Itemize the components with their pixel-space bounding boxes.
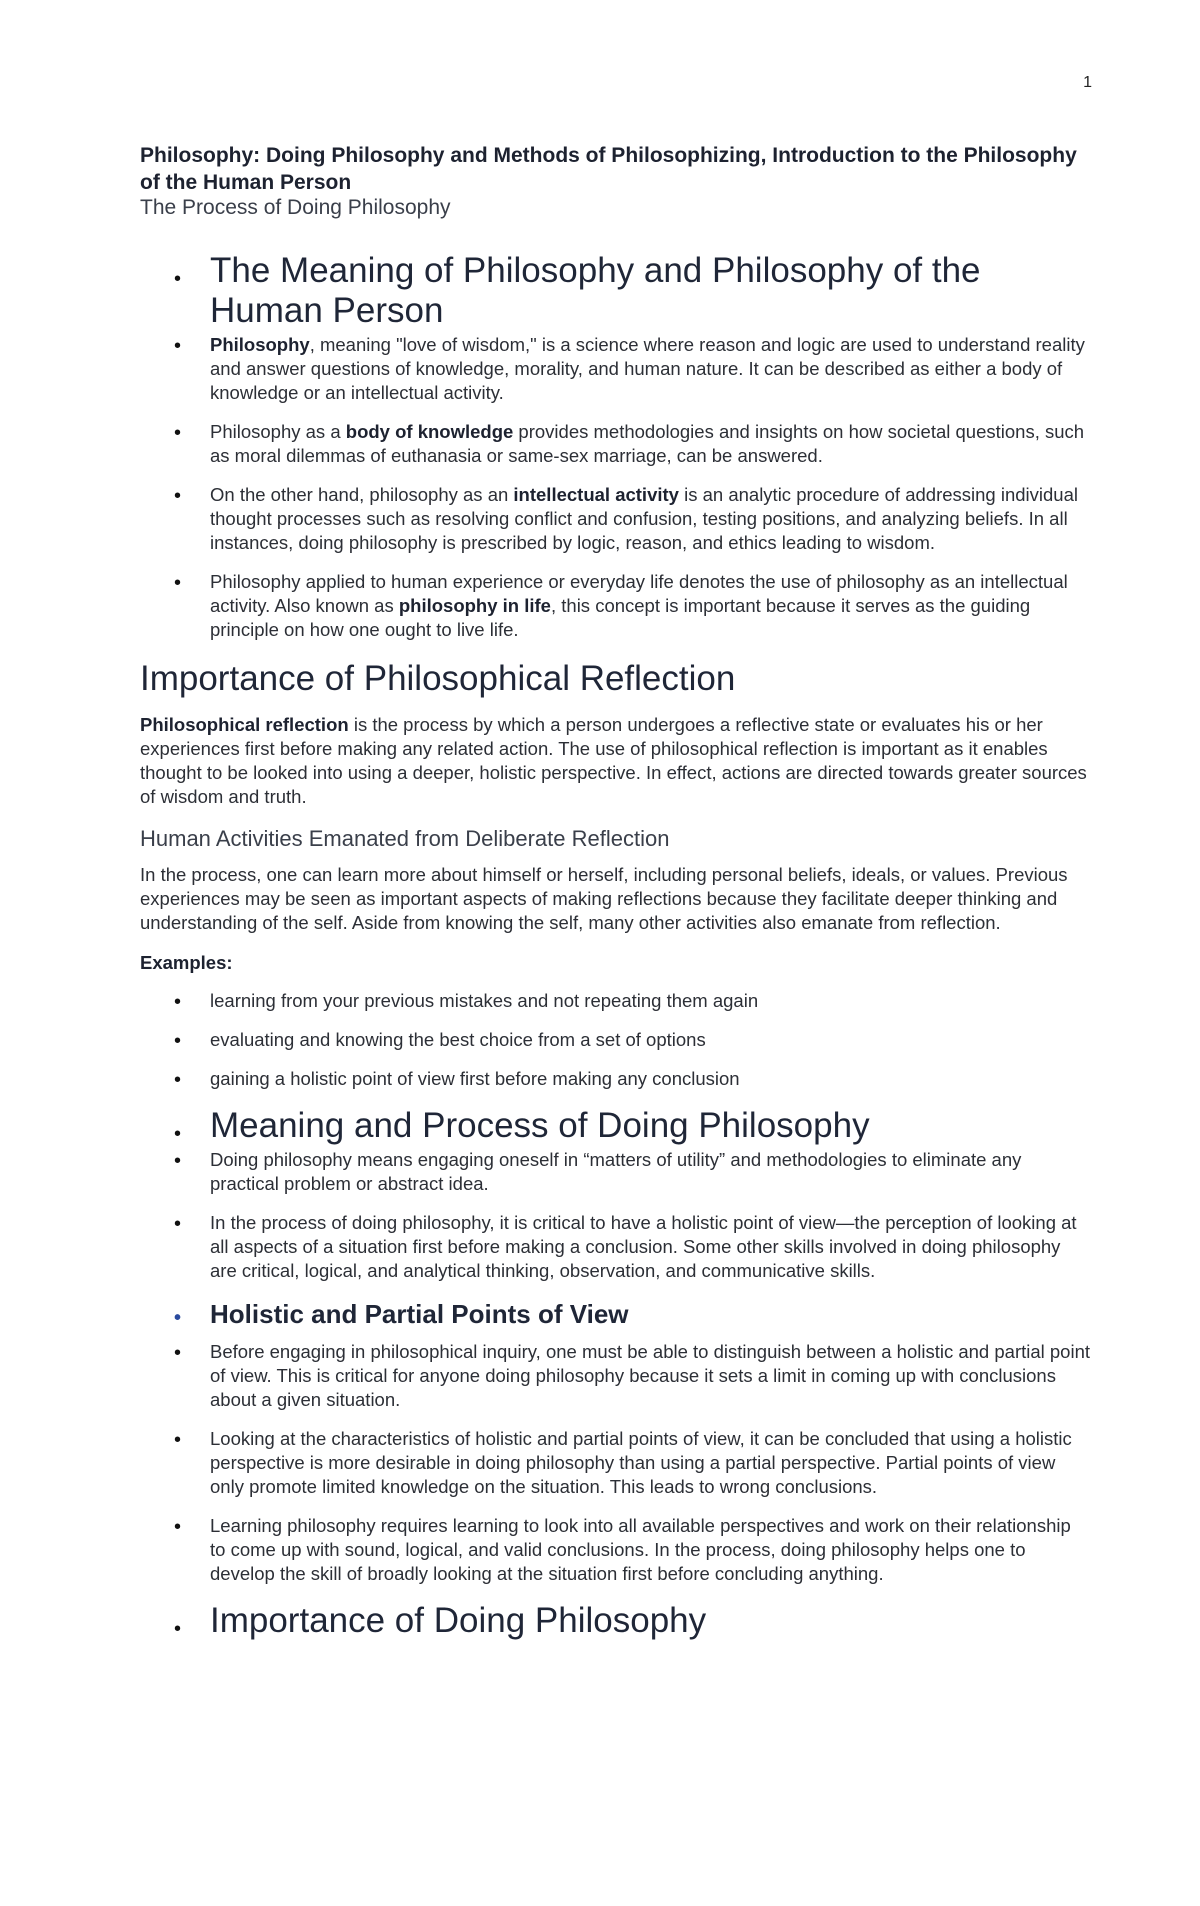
- paragraph-text: is the process by which a person undergoes a reflective state or evaluates his or her experiences first before making any related action. The use of philosophical reflection is important as it enables thought to be looked into using a deeper, holistic perspective. In effect, actions are directed towards greater sources of wisdom and truth.: [140, 714, 1087, 807]
- example-item: • gaining a holistic point of view first before making any conclusion: [140, 1067, 1090, 1091]
- paragraph: In the process, one can learn more about himself or herself, including personal beliefs, ideals, or values. Previous experiences may be seen as important aspects of making reflections because they facilitate deeper thinking and understanding of the self. Aside from knowing the self, many other activities also emanate from reflection.: [140, 864, 1068, 933]
- paragraph: [140, 713, 1090, 809]
- list-item: • Doing philosophy means engaging oneself in “matters of utility” and methodologies to eliminate any practical problem or abstract idea.: [140, 1148, 1090, 1196]
- list-item: • In the process of doing philosophy, it is critical to have a holistic point of view—the perception of looking at all aspects of a situation first before making a conclusion. Some other skills involved in doing philosophy are critical, logical, and analytical thinking, observation, and communicative skills.: [140, 1211, 1090, 1283]
- heading-importance-of-doing-philosophy: • Importance of Doing Philosophy: [140, 1601, 1090, 1641]
- list-item: • Looking at the characteristics of holistic and partial points of view, it can be concluded that using a holistic perspective is more desirable in doing philosophy than using a partial perspective. Partial points of view only promote limited knowledge on the situation. This leads to wrong conclusions.: [140, 1427, 1090, 1499]
- example-item: • learning from your previous mistakes and not repeating them again: [140, 989, 1090, 1013]
- list-item: [140, 420, 1090, 468]
- bold-term: Philosophical reflection: [140, 714, 349, 735]
- heading-meaning-of-philosophy: • The Meaning of Philosophy and Philosophy of the Human Person: [140, 251, 1090, 331]
- list-item: [140, 570, 1090, 642]
- bold-term: intellectual activity: [513, 484, 679, 505]
- list-item-text: Philosophy applied to human experience or everyday life denotes the use of philosophy as an intellectual activity. Also known as: [210, 571, 1068, 616]
- document-body: [140, 245, 1090, 1643]
- list-item-text: provides methodologies and insights on how societal questions, such as moral dilemmas of euthanasia or same-sex marriage, can be answered.: [210, 421, 1085, 466]
- list-item-text: Philosophy as a: [210, 421, 346, 442]
- bold-term: body of knowledge: [345, 421, 514, 442]
- subheading-holistic-partial: • Holistic and Partial Points of View: [140, 1298, 1090, 1330]
- list-item-text: , this concept is important because it serves as the guiding principle on how one ought to live life.: [210, 595, 1031, 640]
- list-item-text: is an analytic procedure of addressing individual thought processes such as resolving conflict and confusion, testing positions, and analyzing beliefs. In all instances, doing philosophy is prescribed by logic, reason, and ethics leading to wisdom.: [210, 484, 1078, 553]
- list-item: [140, 483, 1090, 555]
- heading-importance-of-reflection: Importance of Philosophical Reflection: [140, 659, 736, 698]
- page-number: 1: [1083, 74, 1092, 91]
- bold-term: philosophy in life: [398, 595, 551, 616]
- document-subtitle: The Process of Doing Philosophy: [140, 196, 451, 219]
- list-item-text: , meaning "love of wisdom," is a science where reason and logic are used to understand reality and answer questions of knowledge, morality, and human nature. It can be described as either a body of knowledge or an intellectual activity.: [210, 334, 1085, 403]
- list-item-text: On the other hand, philosophy as an: [210, 484, 514, 505]
- list-item: [140, 333, 1090, 405]
- heading-meaning-and-process: • Meaning and Process of Doing Philosophy: [140, 1106, 1090, 1146]
- list-item: • Before engaging in philosophical inquiry, one must be able to distinguish between a holistic and partial point of view. This is critical for anyone doing philosophy because it sets a limit in coming up with conclusions about a given situation.: [140, 1340, 1090, 1412]
- bold-term: Philosophy: [210, 334, 310, 355]
- examples-label: Examples:: [140, 952, 233, 973]
- subheading-human-activities: Human Activities Emanated from Deliberate Reflection: [140, 826, 670, 851]
- list-item: • Learning philosophy requires learning to look into all available perspectives and work on their relationship to come up with sound, logical, and valid conclusions. In the process, doing philosophy helps one to develop the skill of broadly looking at the situation first before concluding anything.: [140, 1514, 1090, 1586]
- example-item: • evaluating and knowing the best choice from a set of options: [140, 1028, 1090, 1052]
- document-title: Philosophy: Doing Philosophy and Methods of Philosophizing, Introduction to the Philosophy of the Human Person: [140, 144, 1077, 194]
